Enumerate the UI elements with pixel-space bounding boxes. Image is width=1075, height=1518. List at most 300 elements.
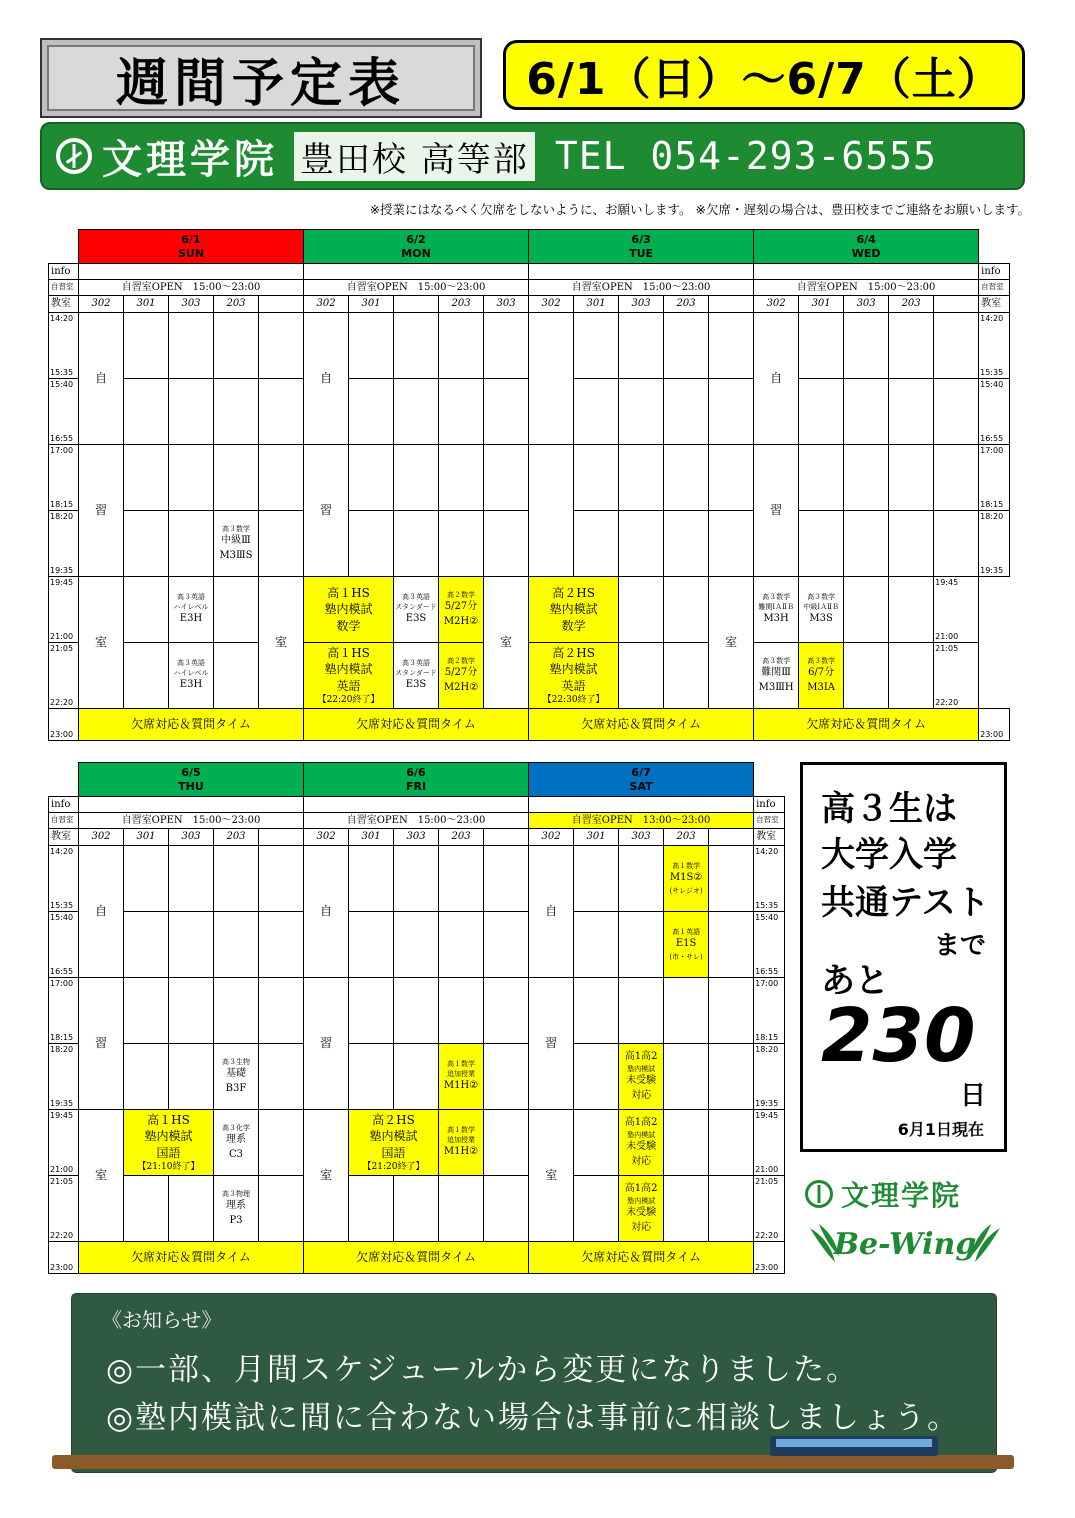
time-start: 14:20 [755, 847, 779, 856]
selfstudy-room: 習 [304, 445, 349, 577]
class-level: 5/27分 [444, 601, 478, 613]
school-bar [40, 122, 1025, 190]
slot [394, 379, 439, 445]
day-header-thu [79, 763, 304, 797]
time-end: 18:15 [50, 1032, 74, 1042]
slot [259, 511, 304, 577]
slot [574, 313, 619, 379]
class-cell [214, 1176, 259, 1242]
slot [619, 313, 664, 379]
time-start: 14:20 [50, 847, 74, 856]
slot [349, 1044, 394, 1110]
slot [664, 379, 709, 445]
room-number: 302 [79, 829, 124, 846]
room-number: 303 [169, 829, 214, 846]
slot [709, 445, 754, 511]
selfstudy-room: 室 [484, 577, 529, 709]
room-label: 教室 [754, 829, 785, 846]
class-cell [799, 643, 844, 709]
slot [169, 313, 214, 379]
selfstudy-open: 自習室OPEN 13:00～23:00 [529, 813, 754, 829]
time-start: 18:20 [755, 1045, 779, 1054]
class-code: E3S [405, 613, 427, 625]
room-number: 203 [439, 296, 484, 313]
info-cell [529, 264, 754, 280]
room-blank [394, 296, 439, 313]
selfstudy-room: 室 [709, 577, 754, 709]
day-date: 6/6 [406, 766, 426, 780]
class-subject: 高２HS [372, 1113, 415, 1128]
slot [349, 445, 394, 511]
class-cell [304, 643, 394, 709]
slot [394, 1176, 439, 1242]
day-header-fri [304, 763, 529, 797]
slot [394, 846, 439, 912]
slot [709, 978, 754, 1044]
slot [169, 912, 214, 978]
slot [124, 846, 169, 912]
class-subject: 高１HS [327, 586, 370, 601]
slot [124, 978, 169, 1044]
time-slot [754, 1110, 785, 1176]
slot [439, 379, 484, 445]
countdown-days: 230 [821, 993, 976, 1079]
slot [349, 978, 394, 1044]
room-number: 301 [574, 829, 619, 846]
class-code: E3H [179, 613, 203, 625]
class-level: 塾内模試 [627, 1065, 656, 1074]
class-code: 国語 [381, 1145, 406, 1160]
info-cell [304, 264, 529, 280]
class-code: M3ⅢH [758, 681, 794, 693]
selfstudy-label: 自習室 [754, 813, 785, 829]
room-number: 301 [349, 829, 394, 846]
time-slot [934, 577, 979, 643]
time-start: 21:05 [755, 1177, 779, 1186]
slot [169, 978, 214, 1044]
slot [169, 1176, 214, 1242]
room-label: 教室 [49, 296, 79, 313]
class-code: M2H② [443, 681, 479, 693]
class-code: M1H② [443, 1146, 479, 1158]
slot [169, 511, 214, 577]
selfstudy-open: 自習室OPEN 15:00～23:00 [754, 280, 979, 296]
selfstudy-room: 室 [304, 1110, 349, 1242]
class-cell [169, 577, 214, 643]
time-end: 19:35 [980, 565, 1004, 575]
time-slot [49, 978, 79, 1044]
class-subject: 高１数学 [447, 1060, 476, 1069]
be-wing-text: Be-Wing [833, 1227, 977, 1262]
class-cell [619, 1044, 664, 1110]
room-blank [934, 296, 979, 313]
end-time: 23:00 [979, 709, 1010, 741]
time-start: 21:05 [50, 1177, 74, 1186]
time-start: 14:20 [50, 314, 74, 323]
slot [214, 379, 259, 445]
slot [214, 577, 259, 643]
day-header-sun [79, 230, 304, 264]
info-cell [79, 264, 304, 280]
selfstudy-room: 自 [79, 313, 124, 445]
class-level: 塾内模試 [627, 1197, 656, 1206]
selfstudy-label: 自習室 [979, 280, 1010, 296]
class-subject: 高３生物 [222, 1057, 250, 1066]
info-label: info [49, 797, 79, 813]
eraser-icon [770, 1436, 938, 1456]
class-code: P3 [229, 1214, 243, 1226]
class-cell [439, 643, 484, 709]
time-start: 19:45 [755, 1111, 779, 1120]
time-slot [49, 1176, 79, 1242]
info-label: info [754, 797, 785, 813]
footer-logo-name [805, 1174, 961, 1214]
day-date: 6/1 [181, 233, 201, 247]
class-code: M2H② [443, 615, 479, 627]
slot [844, 379, 889, 445]
slot [574, 1044, 619, 1110]
time-end: 18:15 [755, 1032, 779, 1042]
class-code: M1H② [443, 1080, 479, 1092]
time-slot [49, 1044, 79, 1110]
slot [664, 1110, 709, 1176]
class-subject: 高１HS [327, 646, 370, 661]
time-start: 14:20 [980, 314, 1004, 323]
corner [754, 763, 785, 797]
room-number: 203 [214, 296, 259, 313]
day-dow: SAT [629, 779, 653, 793]
day-header-sat [529, 763, 754, 797]
time-slot [934, 643, 979, 709]
day-dow: THU [178, 779, 204, 793]
room-blank [709, 829, 754, 846]
slot [124, 577, 169, 643]
class-subject: 高１HS [147, 1113, 190, 1128]
class-code: 英語 [336, 678, 361, 693]
slot [484, 379, 529, 445]
slot [259, 313, 304, 379]
qa-time: 欠席対応＆質問タイム [79, 709, 304, 741]
time-start: 17:00 [980, 446, 1004, 455]
slot [574, 379, 619, 445]
countdown-line5: あと [821, 961, 889, 1001]
class-level: 塾内模試 [627, 1131, 656, 1140]
footer-logo [805, 1170, 1005, 1280]
time-slot [754, 846, 785, 912]
time-slot [49, 313, 79, 379]
class-subject: 高２数学 [447, 656, 476, 665]
class-level: 塾内模試 [324, 662, 373, 677]
room-number: 302 [754, 296, 799, 313]
slot [574, 912, 619, 978]
selfstudy-open: 自習室OPEN 15:00～23:00 [304, 280, 529, 296]
time-end: 15:35 [50, 367, 74, 377]
footer-school-name: 文理学院 [841, 1179, 962, 1212]
slot [619, 445, 664, 511]
slot [124, 1044, 169, 1110]
slot [484, 978, 529, 1044]
slot [124, 643, 169, 709]
slot [439, 846, 484, 912]
notice-line2: ◎塾内模試に間に合わない場合は事前に相談しましょう。 [106, 1400, 961, 1436]
slot [844, 313, 889, 379]
class-subject: 高２数学 [447, 590, 476, 599]
slot [709, 846, 754, 912]
class-code: E3H [179, 679, 203, 691]
end-time: 23:00 [49, 709, 79, 741]
room-label: 教室 [979, 296, 1010, 313]
class-code: M3H [763, 613, 789, 625]
class-code: 国語 [156, 1145, 181, 1160]
slot [484, 445, 529, 511]
class-subject: 高１数学 [672, 862, 701, 871]
class-level: 難関Ⅲ [761, 667, 791, 679]
slot [169, 379, 214, 445]
class-level: スタンダード [395, 603, 437, 612]
class-level: 塾内模試 [549, 662, 598, 677]
class-subject: 高３英語 [402, 593, 431, 602]
class-note: 対応 [631, 1089, 652, 1101]
time-end: 15:35 [980, 367, 1004, 377]
class-cell [349, 1110, 439, 1176]
class-subject: 高３数学 [762, 656, 791, 665]
time-slot [49, 912, 79, 978]
slot [664, 577, 709, 643]
class-level: 理系 [226, 1200, 246, 1212]
class-cell [664, 912, 709, 978]
class-cell [439, 1044, 484, 1110]
countdown-line1: 高３生は [821, 789, 957, 829]
schedule-week2 [48, 762, 785, 1274]
qa-time: 欠席対応＆質問タイム [529, 709, 754, 741]
slot [439, 912, 484, 978]
time-start: 15:40 [50, 913, 74, 922]
selfstudy-room: 自 [754, 313, 799, 445]
time-end: 15:35 [755, 900, 779, 910]
selfstudy-label: 自習室 [49, 813, 79, 829]
room-number: 302 [304, 829, 349, 846]
slot [664, 511, 709, 577]
class-code: 未受験 [626, 1075, 657, 1087]
time-end: 19:35 [50, 1098, 74, 1108]
selfstudy-room [529, 313, 574, 445]
notice-line1: ◎一部、月間スケジュールから変更になりました。 [106, 1352, 860, 1388]
slot [934, 379, 979, 445]
time-start: 21:05 [50, 644, 74, 653]
slot [619, 643, 664, 709]
qa-time: 欠席対応＆質問タイム [79, 1242, 304, 1274]
class-level: ハイレベル [173, 669, 209, 678]
day-dow: MON [401, 246, 431, 260]
slot [664, 445, 709, 511]
slot [799, 445, 844, 511]
slot [619, 511, 664, 577]
class-code: 未受験 [626, 1141, 657, 1153]
slot [259, 1176, 304, 1242]
slot [709, 1176, 754, 1242]
class-level: 塾内模試 [324, 602, 373, 617]
countdown-line3: 共通テスト [821, 883, 990, 923]
slot [889, 445, 934, 511]
countdown-as-of: 6月1日現在 [897, 1120, 984, 1139]
slot [169, 1044, 214, 1110]
room-number: 303 [844, 296, 889, 313]
class-subject: 高３英語 [177, 659, 205, 668]
slot [349, 846, 394, 912]
class-cell [439, 577, 484, 643]
class-cell [394, 577, 439, 643]
selfstudy-room: 習 [79, 978, 124, 1110]
time-start: 15:40 [980, 380, 1004, 389]
time-end: 16:55 [980, 433, 1004, 443]
be-wing-logo-icon [805, 1210, 1005, 1274]
slot [259, 978, 304, 1044]
slot [484, 1044, 529, 1110]
class-code: M3ⅢS [219, 549, 253, 561]
time-start: 19:45 [935, 578, 959, 587]
slot [124, 912, 169, 978]
class-subject: 高２HS [552, 586, 595, 601]
schedule-week1 [48, 229, 1010, 741]
qa-time: 欠席対応＆質問タイム [304, 1242, 529, 1274]
room-number: 303 [484, 296, 529, 313]
time-slot [49, 445, 79, 511]
class-code: 未受験 [626, 1207, 657, 1219]
room-number: 203 [889, 296, 934, 313]
selfstudy-open: 自習室OPEN 15:00～23:00 [79, 280, 304, 296]
selfstudy-room: 室 [259, 577, 304, 709]
time-slot [979, 379, 1010, 445]
time-slot [979, 313, 1010, 379]
end-time: 23:00 [49, 1242, 79, 1274]
class-cell [754, 577, 799, 643]
slot [844, 643, 889, 709]
slot [709, 1110, 754, 1176]
day-dow: FRI [406, 779, 427, 793]
slot [214, 313, 259, 379]
slot [709, 511, 754, 577]
slot [439, 1176, 484, 1242]
class-subject: 高３英語 [177, 593, 205, 602]
slot [574, 1110, 619, 1176]
room-number: 301 [574, 296, 619, 313]
day-dow: WED [851, 246, 881, 260]
slot [799, 379, 844, 445]
day-header-mon [304, 230, 529, 264]
end-time: 23:00 [754, 1242, 785, 1274]
slot [214, 445, 259, 511]
class-level: 5/27分 [444, 667, 478, 679]
info-cell [754, 264, 979, 280]
class-code: 英語 [561, 678, 586, 693]
slot [394, 978, 439, 1044]
time-slot [49, 511, 79, 577]
time-slot [49, 1110, 79, 1176]
class-subject: 高３数学 [762, 593, 791, 602]
slot [349, 511, 394, 577]
class-subject: 高1高2 [624, 1182, 658, 1194]
notice-heading: 《お知らせ》 [102, 1308, 222, 1332]
date-range: 6/1（日）～6/7（土） [526, 54, 1002, 105]
room-blank [259, 829, 304, 846]
class-cell [124, 1110, 214, 1176]
selfstudy-room: 自 [529, 846, 574, 978]
slot [664, 643, 709, 709]
class-note: 対応 [631, 1221, 652, 1233]
time-end: 16:55 [50, 966, 74, 976]
selfstudy-label: 自習室 [49, 280, 79, 296]
slot [484, 1110, 529, 1176]
class-cell [529, 643, 619, 709]
slot [619, 978, 664, 1044]
slot [259, 846, 304, 912]
selfstudy-open: 自習室OPEN 15:00～23:00 [304, 813, 529, 829]
class-cell [439, 1110, 484, 1176]
countdown-line4: まで [933, 931, 986, 961]
slot [709, 1044, 754, 1110]
time-start: 15:40 [50, 380, 74, 389]
countdown-unit: 日 [959, 1081, 986, 1111]
time-end: 21:00 [50, 1164, 74, 1174]
class-code: E3S [405, 679, 427, 691]
slot [799, 511, 844, 577]
slot [934, 511, 979, 577]
room-number: 301 [799, 296, 844, 313]
class-code: C3 [228, 1148, 243, 1160]
slot [259, 1044, 304, 1110]
class-level: 塾内模試 [369, 1129, 418, 1144]
corner [49, 230, 79, 264]
class-code: M1S② [669, 872, 703, 884]
slot [394, 511, 439, 577]
slot [214, 643, 259, 709]
slot [259, 1110, 304, 1176]
slot [844, 577, 889, 643]
slot [484, 912, 529, 978]
time-start: 18:20 [980, 512, 1004, 521]
room-number: 301 [124, 296, 169, 313]
selfstudy-room: 習 [79, 445, 124, 577]
class-code: 数学 [336, 618, 361, 633]
class-level: 塾内模試 [144, 1129, 193, 1144]
room-number: 203 [439, 829, 484, 846]
class-cell [664, 846, 709, 912]
slot [169, 846, 214, 912]
class-level: 中級Ⅲ [221, 535, 251, 547]
class-subject: 高３物理 [222, 1189, 250, 1198]
slot [844, 511, 889, 577]
slot [394, 1044, 439, 1110]
class-note: 【22:20終了】 [317, 694, 380, 705]
slot [889, 313, 934, 379]
time-end: 18:15 [50, 499, 74, 509]
class-subject: 高３数学 [222, 524, 250, 533]
time-slot [754, 1044, 785, 1110]
class-note: 対応 [631, 1155, 652, 1167]
time-slot [754, 1176, 785, 1242]
class-note: (市・サレ) [669, 952, 703, 961]
slot [664, 978, 709, 1044]
class-level: 追加授業 [447, 1070, 476, 1079]
class-cell [619, 1110, 664, 1176]
class-subject: 高３化学 [222, 1123, 250, 1132]
slot [709, 912, 754, 978]
slot [259, 445, 304, 511]
class-subject: 高３数学 [807, 656, 836, 665]
school-name: 文理学院 [102, 136, 278, 183]
slot [214, 846, 259, 912]
time-end: 22:20 [935, 697, 959, 707]
